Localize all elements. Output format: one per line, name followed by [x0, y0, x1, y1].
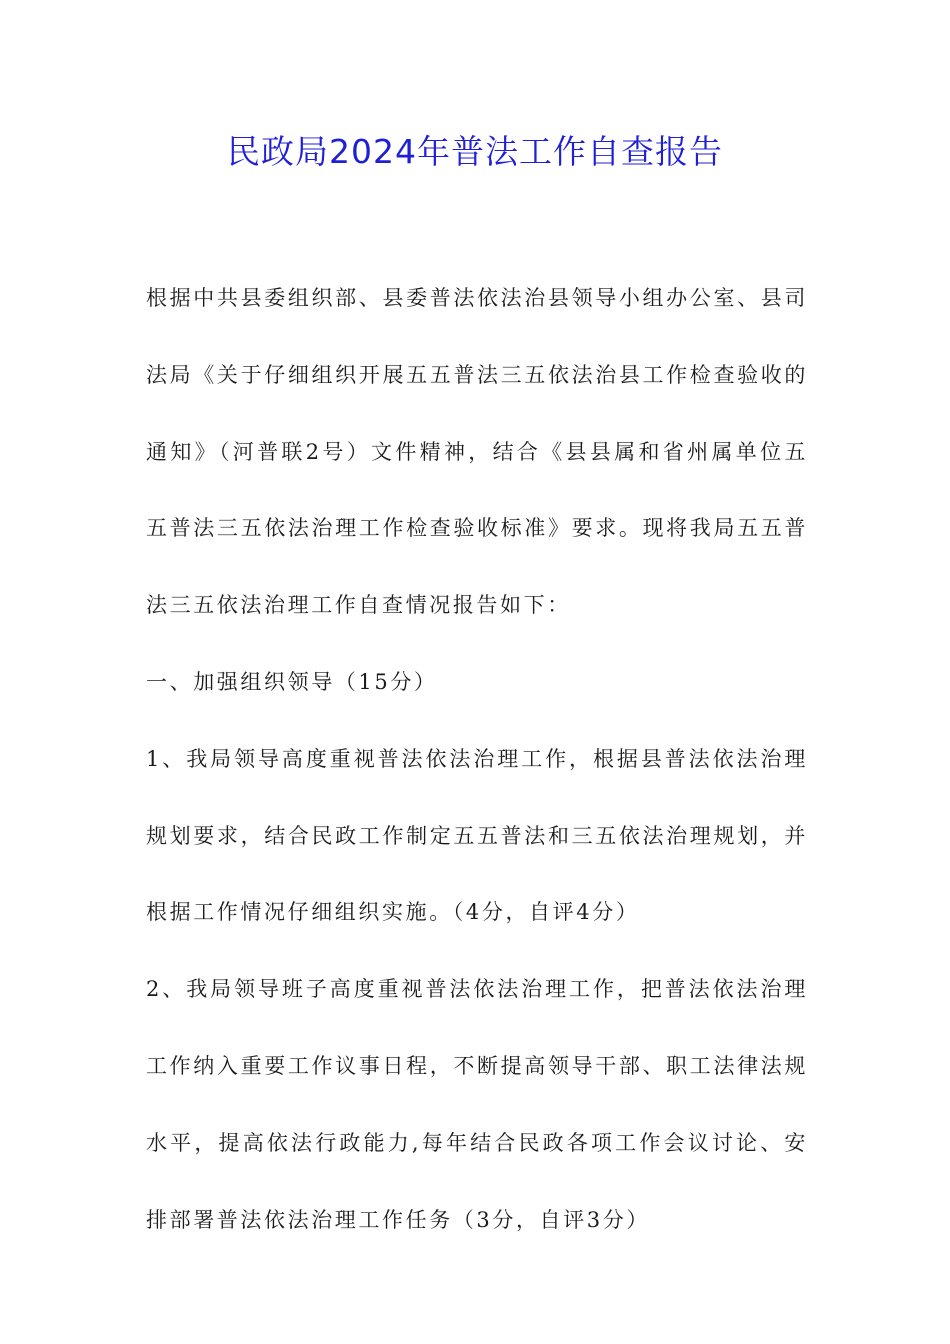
paragraph-item-2: 2、我局领导班子高度重视普法依法治理工作，把普法依法治理工作纳入重要工作议事日程，不断提高领导干部、职工法律法规水平，提高依法行政能力,每年结合民政各项工作会议讨论、安排部署普法依法治理工作任务（3分，自评3分） [146, 977, 808, 1232]
document-body [146, 260, 808, 1258]
paragraph-intro: 根据中共县委组织部、县委普法依法治县领导小组办公室、县司法局《关于仔细组织开展五五普法三五依法治县工作检查验收的通知》（河普联2号）文件精神，结合《县县属和省州属单位五五普法三五依法治理工作检查验收标准》要求。现将我局五五普法三五依法治理工作自查情况报告如下： [146, 286, 808, 618]
paragraph-item-1: 1、我局领导高度重视普法依法治理工作，根据县普法依法治理规划要求，结合民政工作制定五五普法和三五依法治理规划，并根据工作情况仔细组织实施。（4分，自评4分） [146, 746, 808, 925]
section-heading-1: 一、加强组织领导（15分） [146, 669, 438, 694]
document-title: 民政局2024年普法工作自查报告 [227, 132, 723, 171]
